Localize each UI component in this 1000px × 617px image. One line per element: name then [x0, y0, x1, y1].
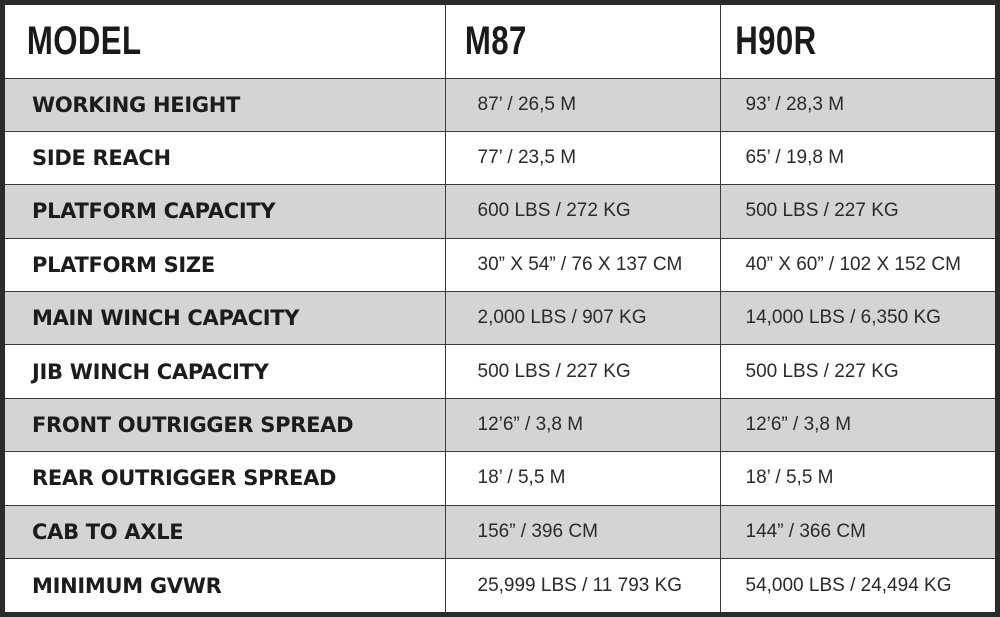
table-row: [5, 505, 995, 558]
row-label: SIDE REACH: [5, 131, 445, 184]
row-label: FRONT OUTRIGGER SPREAD: [5, 398, 445, 451]
row-label: PLATFORM CAPACITY: [5, 185, 445, 238]
h90r-value: 500 LBS / 227 KG: [720, 185, 995, 238]
h90r-value: 12’6” / 3,8 M: [720, 398, 995, 451]
table-row: [5, 185, 995, 238]
row-label: WORKING HEIGHT: [5, 78, 445, 131]
table-row: [5, 131, 995, 184]
h90r-value: 500 LBS / 227 KG: [720, 345, 995, 398]
m87-value: 500 LBS / 227 KG: [445, 345, 720, 398]
row-label: CAB TO AXLE: [5, 505, 445, 558]
table-header-row: [5, 5, 995, 78]
row-label: PLATFORM SIZE: [5, 238, 445, 291]
m87-value: 18’ / 5,5 M: [445, 452, 720, 505]
table-row: [5, 345, 995, 398]
row-label: JIB WINCH CAPACITY: [5, 345, 445, 398]
header-model: MODEL: [5, 5, 348, 78]
h90r-value: 18’ / 5,5 M: [720, 452, 995, 505]
spec-comparison-table: [5, 5, 995, 612]
m87-value: 156” / 396 CM: [445, 505, 720, 558]
header-m87: M87: [445, 5, 660, 78]
m87-value: 600 LBS / 272 KG: [445, 185, 720, 238]
table-row: [5, 559, 995, 612]
table-row: [5, 238, 995, 291]
h90r-value: 65’ / 19,8 M: [720, 131, 995, 184]
m87-value: 2,000 LBS / 907 KG: [445, 292, 720, 345]
m87-value: 30” X 54” / 76 X 137 CM: [445, 238, 720, 291]
h90r-value: 144” / 366 CM: [720, 505, 995, 558]
header-h90r: H90R: [720, 5, 935, 78]
m87-value: 12’6” / 3,8 M: [445, 398, 720, 451]
h90r-value: 40” X 60” / 102 X 152 CM: [720, 238, 995, 291]
row-label: REAR OUTRIGGER SPREAD: [5, 452, 445, 505]
m87-value: 87’ / 26,5 M: [445, 78, 720, 131]
h90r-value: 54,000 LBS / 24,494 KG: [720, 559, 995, 612]
table-row: [5, 398, 995, 451]
row-label: MAIN WINCH CAPACITY: [5, 292, 445, 345]
row-label: MINIMUM GVWR: [5, 559, 445, 612]
h90r-value: 14,000 LBS / 6,350 KG: [720, 292, 995, 345]
m87-value: 25,999 LBS / 11 793 KG: [445, 559, 720, 612]
h90r-value: 93’ / 28,3 M: [720, 78, 995, 131]
table-row: [5, 78, 995, 131]
table-row: [5, 452, 995, 505]
m87-value: 77’ / 23,5 M: [445, 131, 720, 184]
table-row: [5, 292, 995, 345]
